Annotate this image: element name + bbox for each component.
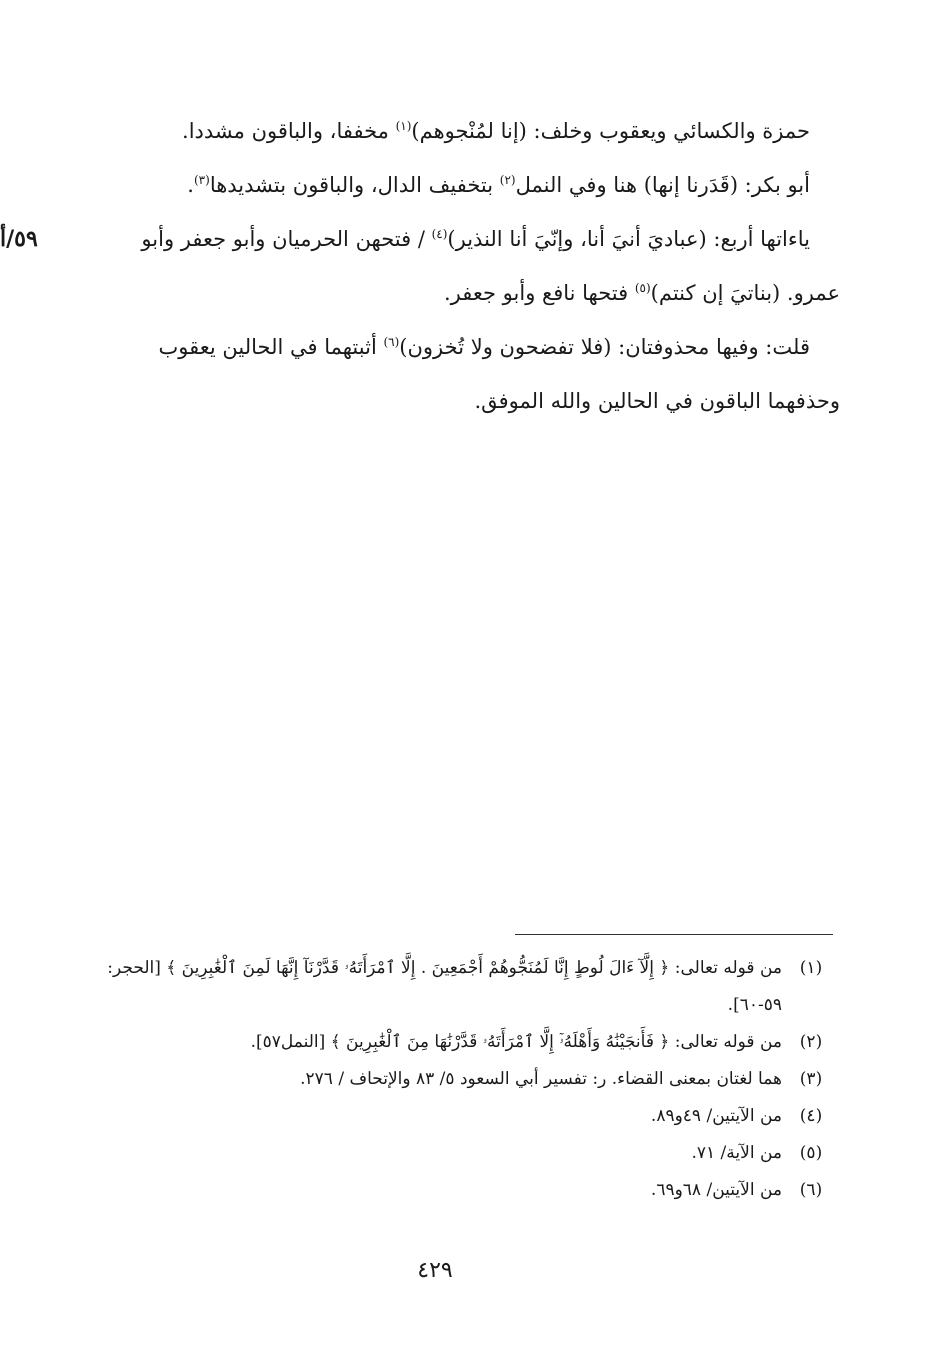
footnote-number: (٤)	[799, 1106, 823, 1126]
footnote-text: من الآيتين/ ٦٨و٦٩.	[650, 1180, 782, 1200]
text-line-4	[70, 266, 840, 320]
text-line-6	[70, 374, 840, 428]
line-1-text: حمزة والكسائي ويعقوب وخلف: (إنا لمُنْجوهم)	[411, 119, 810, 143]
footnote-text: من الآيتين/ ٤٩و٨٩.	[650, 1106, 782, 1126]
footnote-ref-1[interactable]: (١)	[395, 119, 412, 133]
footnote-ref-3[interactable]: (٣)	[193, 173, 210, 187]
main-text-block	[70, 104, 840, 428]
footnotes-section	[70, 950, 840, 1209]
page-number: ٤٢٩	[417, 1258, 453, 1283]
footnote-number: (٢)	[799, 1032, 823, 1052]
line-5-text: قلت: وفيها محذوفتان: (فلا تفضحون ولا تُخزون)	[399, 335, 810, 359]
line-1-end: مخففا، والباقون مشددا.	[182, 119, 396, 143]
footnote-ref-2[interactable]: (٢)	[499, 173, 516, 187]
folio-marker: ٥٩/أ	[0, 226, 38, 252]
footnote-4	[70, 1098, 840, 1135]
line-4-end: فتحها نافع وأبو جعفر.	[444, 281, 635, 305]
footnote-separator	[515, 934, 833, 935]
line-2-text: أبو بكر: (قَدَرنا إنها) هنا وفي النمل	[515, 173, 810, 197]
footnote-number: (٣)	[799, 1069, 823, 1089]
footnote-1	[70, 950, 840, 1024]
footnote-ref-5[interactable]: (٥)	[634, 281, 651, 295]
line-3-text: ياءاتها أربع: (عباديَ أنيَ أنا، وإنّيَ أنا النذير)	[447, 227, 810, 251]
text-line-3	[70, 212, 840, 266]
text-line-2	[70, 158, 840, 212]
footnote-text: من قوله تعالى: ﴿ إِلَّآ ءَالَ لُوطٍ إِنَّا لَمُنَجُّوهُمْ أَجْمَعِينَ . إِلَّا ٱمْرَأَتَهُۥ قَدَّرْنَآ إِنَّهَا لَمِنَ ٱلْغَٰبِرِينَ ﴾ [الحجر: ٥٩-٦٠].	[107, 958, 782, 1015]
text-line-5	[70, 320, 840, 374]
footnote-text: هما لغتان بمعنى القضاء. ر: تفسير أبي السعود ٥/ ٨٣ والإتحاف / ٢٧٦.	[300, 1069, 782, 1089]
footnote-ref-4[interactable]: (٤)	[431, 227, 448, 241]
line-3-end: / فتحهن الحرميان وأبو جعفر وأبو	[141, 227, 432, 251]
line-4-text: عمرو. (بناتيَ إن كنتم)	[650, 281, 840, 305]
footnote-2	[70, 1024, 840, 1061]
footnote-text: من قوله تعالى: ﴿ فَأَنجَيْنَٰهُ وَأَهْلَهُۥٓ إِلَّا ٱمْرَأَتَهُۥ قَدَّرْنَٰهَا مِنَ ٱلْغَٰبِرِينَ ﴾ [النمل٥٧].	[250, 1032, 782, 1052]
footnote-number: (٦)	[799, 1180, 823, 1200]
footnote-6	[70, 1172, 840, 1209]
line-2-end: .	[187, 173, 194, 197]
footnote-number: (٥)	[799, 1143, 823, 1163]
line-5-end: أثبتهما في الحالين يعقوب	[158, 335, 384, 359]
footnote-number: (١)	[799, 958, 823, 978]
footnote-ref-6[interactable]: (٦)	[383, 335, 400, 349]
footnote-text: من الآية/ ٧١.	[691, 1143, 782, 1163]
footnote-5	[70, 1135, 840, 1172]
line-6-text: وحذفهما الباقون في الحالين والله الموفق.	[474, 389, 840, 413]
text-line-1	[70, 104, 840, 158]
line-2-mid: بتخفيف الدال، والباقون بتشديدها	[209, 173, 500, 197]
footnote-3	[70, 1061, 840, 1098]
